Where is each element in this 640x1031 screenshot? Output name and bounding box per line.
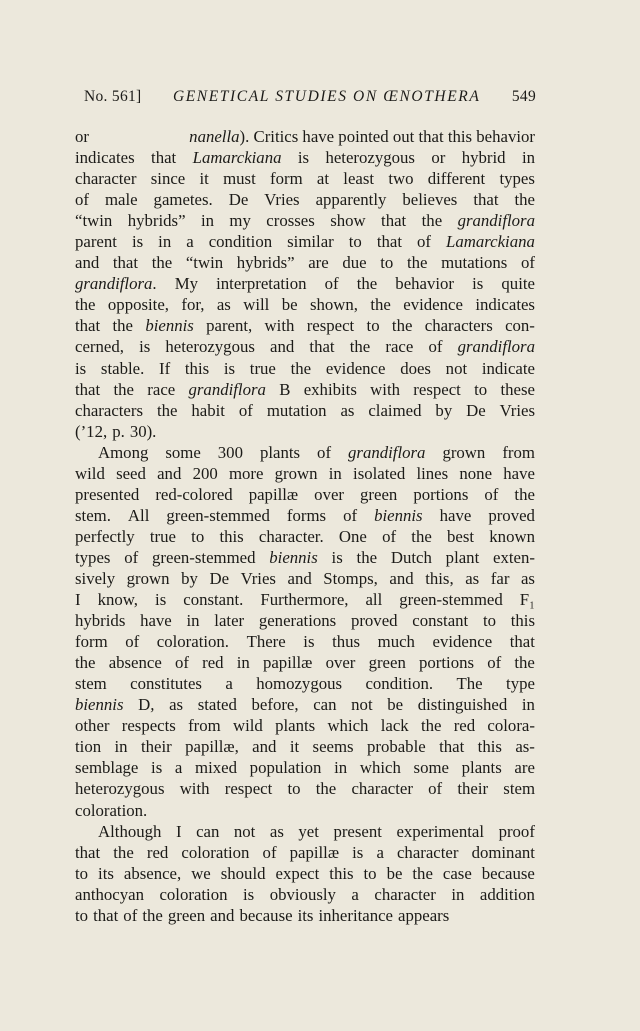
text-line: that the race grandiflora B exhibits with respect to these — [75, 379, 535, 399]
text-line: biennis D, as stated before, can not be distinguished in — [75, 695, 535, 715]
text-line: parent is in a condition similar to that of Lamarckiana — [75, 232, 535, 252]
issue-number: No. 561] — [84, 88, 142, 105]
page-number: 549 — [511, 88, 536, 105]
text-line: that the red coloration of papillæ is a character dominant — [75, 842, 535, 862]
text-line: “twin hybrids” in my crosses show that the grandiflora — [75, 211, 535, 231]
text-line: other respects from wild plants which lack the red colora- — [75, 716, 535, 736]
text-line: grandiflora. My interpretation of the behavior is quite — [75, 274, 535, 294]
text-line: is stable. If this is true the evidence does not indicate — [75, 358, 535, 378]
text-line: stem constitutes a homozygous condition. The type — [75, 674, 535, 694]
body-text — [75, 126, 535, 926]
text-line: tion in their papillæ, and it seems probable that this as- — [75, 737, 535, 757]
text-line: of male gametes. De Vries apparently believes that the — [75, 190, 535, 210]
text-line: semblage is a mixed population in which some plants are — [75, 758, 535, 778]
text-line: character since it must form at least two different types — [75, 169, 535, 189]
running-head — [84, 88, 536, 106]
text-line: stem. All green-stemmed forms of biennis have proved — [75, 505, 535, 525]
text-line: anthocyan coloration is obviously a character in addition — [75, 884, 535, 904]
text-line: or nanella). Critics have pointed out that this behavior — [75, 127, 535, 146]
text-line: Among some 300 plants of grandiflora grown from — [98, 442, 535, 462]
text-line: coloration. — [75, 800, 148, 820]
text-line: types of green-stemmed biennis is the Dutch plant exten- — [75, 547, 535, 567]
text-line: hybrids have in later generations proved constant to this — [75, 611, 535, 631]
text-line: characters the habit of mutation as claimed by De Vries — [75, 400, 535, 420]
text-line: indicates that Lamarckiana is heterozygous or hybrid in — [75, 148, 535, 168]
text-line: and that the “twin hybrids” are due to the mutations of — [75, 253, 535, 273]
text-line: the absence of red in papillæ over green portions of the — [75, 653, 535, 673]
text-line: heterozygous with respect to the character of their stem — [75, 779, 535, 799]
text-line: form of coloration. There is thus much evidence that — [75, 632, 535, 652]
text-line: cerned, is heterozygous and that the race of grandiflora — [75, 337, 535, 357]
text-line: sively grown by De Vries and Stomps, and this, as far as — [75, 568, 535, 588]
running-title: GENETICAL STUDIES ON ŒNOTHERA — [172, 88, 481, 105]
text-line: (’12, p. 30). — [75, 421, 157, 441]
text-line: the opposite, for, as will be shown, the evidence indicates — [75, 295, 535, 315]
text-line: perfectly true to this character. One of the best known — [75, 526, 535, 546]
text-line: to its absence, we should expect this to be the case because — [75, 863, 535, 883]
text-line: to that of the green and because its inheritance appears — [75, 905, 450, 925]
text-line: that the biennis parent, with respect to the characters con- — [75, 316, 535, 336]
text-line: wild seed and 200 more grown in isolated lines none have — [75, 463, 535, 483]
text-line: Although I can not as yet present experimental proof — [98, 821, 535, 841]
text-line: presented red-colored papillæ over green portions of the — [75, 484, 535, 504]
text-line: I know, is constant. Furthermore, all green-stemmed F₁ — [75, 590, 535, 610]
